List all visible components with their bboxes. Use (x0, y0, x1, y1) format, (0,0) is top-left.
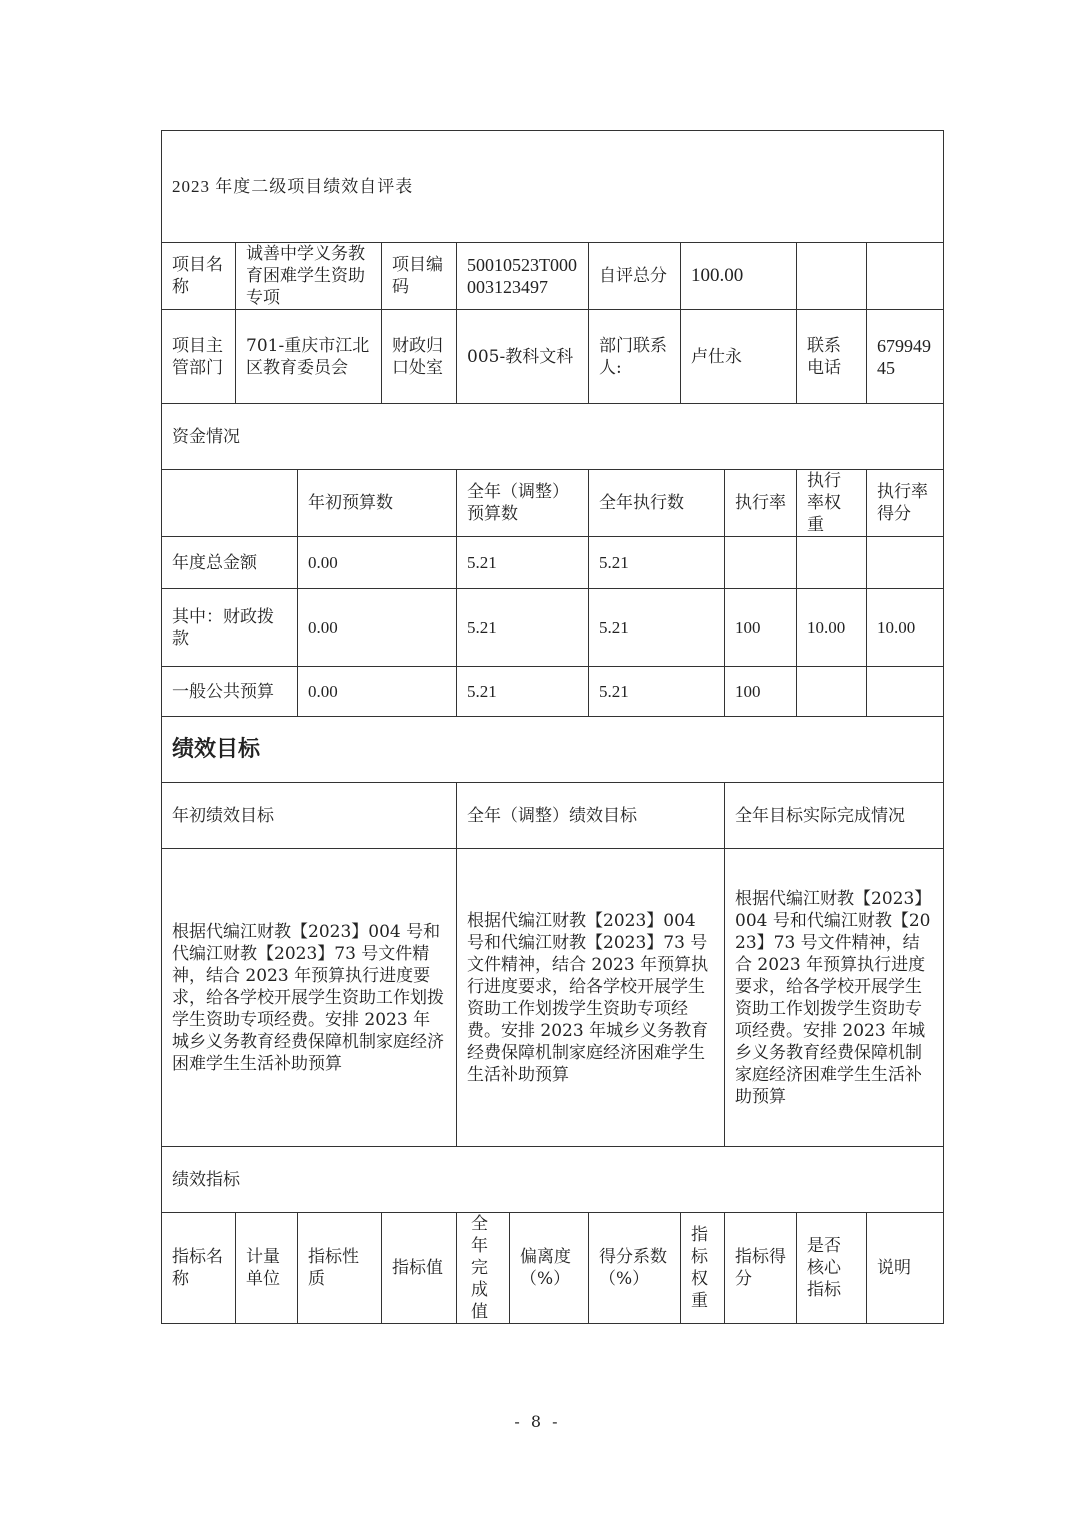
project-code-label: 项目编码 (382, 243, 457, 310)
indicator-header-nature: 指标性质 (298, 1213, 382, 1324)
goal-initial-text: 根据代编江财教【2023】004 号和代编江财教【2023】73 号文件精神，结合 2023 年预算执行进度要求，给各学校开展学生资助工作划拨学生资助专项经费。安排 2023 年城乡义务教育经费保障机制家庭经济困难学生生活补助预算 (162, 849, 457, 1147)
project-code-value: 50010523T000003123497 (457, 243, 589, 310)
funds-adjusted: 5.21 (457, 667, 589, 717)
finance-office-label: 财政归口处室 (382, 310, 457, 404)
goals-header-actual: 全年目标实际完成情况 (725, 783, 944, 849)
funds-row (162, 589, 944, 667)
funds-section-title: 资金情况 (162, 404, 944, 470)
funds-header-initial: 年初预算数 (298, 470, 457, 537)
funds-header-weight: 执行率权重 (797, 470, 867, 537)
funds-header-score: 执行率得分 (867, 470, 944, 537)
indicator-header-unit: 计量单位 (236, 1213, 298, 1324)
contact-value: 卢仕永 (681, 310, 797, 404)
funds-row-label: 其中：财政拨款 (162, 589, 298, 667)
score-value: 100.00 (681, 243, 797, 310)
funds-header-rate: 执行率 (725, 470, 797, 537)
goal-actual-text: 根据代编江财教【2023】004 号和代编江财教【2023】73 号文件精神，结合 2023 年预算执行进度要求，给各学校开展学生资助工作划拨学生资助专项经费。安排 2023 年城乡义务教育经费保障机制家庭经济困难学生生活补助预算 (725, 849, 944, 1147)
funds-adjusted: 5.21 (457, 589, 589, 667)
form-title: 2023 年度二级项目绩效自评表 (162, 131, 944, 243)
funds-initial: 0.00 (298, 667, 457, 717)
phone-value: 67994945 (867, 310, 944, 404)
funds-score: 10.00 (867, 589, 944, 667)
indicator-header-coefficient: 得分系数（%） (589, 1213, 681, 1324)
funds-executed: 5.21 (589, 537, 725, 589)
indicator-header-completed: 全年完成值 (457, 1213, 510, 1324)
dept-value: 701-重庆市江北区教育委员会 (236, 310, 382, 404)
goals-header-adjusted: 全年（调整）绩效目标 (457, 783, 725, 849)
indicator-header-value: 指标值 (382, 1213, 457, 1324)
indicator-header-score: 指标得分 (725, 1213, 797, 1324)
empty-header-cell (162, 470, 298, 537)
funds-adjusted: 5.21 (457, 537, 589, 589)
funds-row (162, 537, 944, 589)
dept-label: 项目主管部门 (162, 310, 236, 404)
funds-score (867, 537, 944, 589)
indicator-header-note: 说明 (867, 1213, 944, 1324)
page-number: - 8 - (514, 1412, 561, 1431)
goals-section-title: 绩效目标 (162, 717, 944, 783)
indicator-header-weight: 指标权重 (681, 1213, 725, 1324)
funds-weight (797, 667, 867, 717)
project-name-value: 诚善中学义务教育困难学生资助专项 (236, 243, 382, 310)
funds-header-executed: 全年执行数 (589, 470, 725, 537)
goal-adjusted-text: 根据代编江财教【2023】004 号和代编江财教【2023】73 号文件精神，结合 2023 年预算执行进度要求，给各学校开展学生资助工作划拨学生资助专项经费。安排 2023 年城乡义务教育经费保障机制家庭经济困难学生生活补助预算 (457, 849, 725, 1147)
goals-header-initial: 年初绩效目标 (162, 783, 457, 849)
self-evaluation-form (161, 130, 944, 1324)
empty-cell (867, 243, 944, 310)
project-name-label: 项目名称 (162, 243, 236, 310)
funds-header-adjusted: 全年（调整）预算数 (457, 470, 589, 537)
funds-score (867, 667, 944, 717)
indicator-header-name: 指标名称 (162, 1213, 236, 1324)
funds-rate: 100 (725, 589, 797, 667)
funds-row-label: 年度总金额 (162, 537, 298, 589)
funds-weight: 10.00 (797, 589, 867, 667)
funds-executed: 5.21 (589, 589, 725, 667)
phone-label: 联系电话 (797, 310, 867, 404)
indicator-header-deviation: 偏离度（%） (510, 1213, 589, 1324)
empty-cell (797, 243, 867, 310)
funds-row-label: 一般公共预算 (162, 667, 298, 717)
contact-label: 部门联系人: (589, 310, 681, 404)
score-label: 自评总分 (589, 243, 681, 310)
finance-office-value: 005-教科文科 (457, 310, 589, 404)
indicators-section-title: 绩效指标 (162, 1147, 944, 1213)
funds-initial: 0.00 (298, 589, 457, 667)
funds-rate (725, 537, 797, 589)
funds-row (162, 667, 944, 717)
indicator-header-core: 是否核心指标 (797, 1213, 867, 1324)
funds-rate: 100 (725, 667, 797, 717)
funds-weight (797, 537, 867, 589)
funds-initial: 0.00 (298, 537, 457, 589)
funds-executed: 5.21 (589, 667, 725, 717)
